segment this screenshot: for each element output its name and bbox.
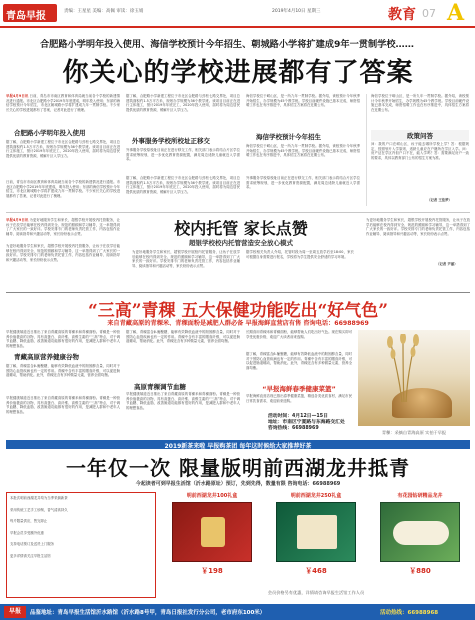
mid-subhead: 超银学校校内托管营造安全放心模式 bbox=[189, 239, 293, 247]
tea-note: 会员价格另有优惠，详情请咨询早报生活馆工作人员 bbox=[267, 590, 365, 595]
lead-dateline: 早报4月9日讯 bbox=[6, 94, 29, 98]
issue-date: 2019年4月10日 星期三 bbox=[272, 9, 321, 14]
tea-bullet: 更多详情请关注早报生活馆 bbox=[10, 553, 51, 558]
mid-left-col-b: 为更好地服务学生和家长，超银学校开展校内托管服务，让孩子在放学后能够在校内得到安全、规范的照顾和学习辅导，这一举措得到了广大家长的一致好评。学校安排专门的老师负责托管工作，内容包括作业辅导、阅读指导和兴趣活动等，家长纷纷表示点赞。 bbox=[6, 244, 120, 262]
page-number: 07 bbox=[422, 7, 436, 20]
promo-col4: 早报海鲜直营店现已推出春季健康菜篮，精选各类优质食材，满足市民日常饮食需求，欢迎前来选购。 bbox=[246, 394, 352, 403]
lead-col2-b: 外事服务学校原校址目前正在进行移交工作，相关部门表示将结合片区学位需求统筹规划，进一步优化教育资源配置，满足周边适龄儿童就近入学需求。 bbox=[126, 148, 240, 162]
tea-bullet: 早报会员享受额外优惠 bbox=[10, 530, 44, 535]
divider bbox=[6, 212, 470, 213]
lead-sub2: 外事服务学校所校址正移交 bbox=[132, 137, 210, 145]
lead-sub3: 海信学校预计今年招生 bbox=[256, 133, 321, 141]
tea-bullet: 本批次明前西湖龙井均为当季采摘新茶 bbox=[10, 496, 68, 500]
promo-col2-b: 早报健康频道近日推出了来自青藏高原的青稞米和青稞面粉。青稞是一种营养价值极高的谷物，具有高蛋白、高纤维、高维生素的“三高”特点，对于调节血糖、降低血脂、改善肠道功能都有很好的作用，是减肥人群和中老年人的理想食品。 bbox=[126, 392, 240, 410]
footer-tag: 早报 bbox=[4, 606, 26, 618]
promo-headline: “三高”青稞 五大保健功能吃出“好气色” bbox=[87, 301, 389, 321]
lead-kicker: 合肥路小学明年投入使用、海信学校预计今年招生、朝城路小学将扩建成9年一贯制学校…… bbox=[40, 39, 414, 50]
barley-stalks-icon bbox=[372, 334, 432, 404]
lead-body-left: 日前，青岛市市南区教育和体育局就当前各个学校的新建情况进行通报。市北区合肥路小学2019年年底建成，明年投入使用；东部的海信学校预计今年招生，市北区朝城路小学将扩建成九年一贯制学校。不少家长关心的学校进展都有了答案，记者对此进行了梳理。 bbox=[6, 94, 120, 112]
health-basket-title: “早报海鲜春季健康菜篮” bbox=[262, 385, 336, 393]
tea-bullet: 采用传统工艺手工炒制，香气清高持久 bbox=[10, 507, 68, 512]
photo-caption: 青稞：采摘自青海高原 实拍于早报 bbox=[381, 430, 447, 435]
product-card bbox=[162, 492, 262, 598]
lead-sub1: 合肥路小学明年投入使用 bbox=[14, 129, 86, 137]
tea-banner: 2019新茶来啦 早报购茶团 每年这时候给大家推荐好茶 bbox=[164, 443, 312, 450]
promo-col2: 据了解，青稞富含β-葡聚糖，能够有效降低血液中的胆固醇含量，同时对于预防心血管疾病也有一定的作用。青稞中含有丰富的膳食纤维，可以促进肠道蠕动，帮助消化。此外，青稞还含有多种微量元素，营养全面均衡。 bbox=[126, 330, 240, 344]
promo-event: 活动时间：4月12日—15日 bbox=[268, 414, 328, 419]
tea-bullet: 每斤限量供应，售完即止 bbox=[10, 519, 48, 524]
tea-giftbox-image bbox=[380, 502, 460, 562]
mid-left-col bbox=[6, 218, 120, 236]
lead-headline: 你关心的学校进展都有了答案 bbox=[62, 58, 414, 88]
tea-giftbox-image bbox=[172, 502, 252, 562]
masthead bbox=[0, 0, 475, 26]
product-price: ￥198 bbox=[201, 567, 223, 575]
product-card bbox=[266, 492, 366, 598]
page-letter: A bbox=[447, 0, 465, 26]
editors: 责编：王星星 美编：高佩 审读：徐玉娟 bbox=[64, 9, 144, 14]
lead-col1-b: 据了解，合肥路小学新建工程位于市北区合肥路与劲松七路交界处，项目总建筑面积约1.5万平方米，规划办学规模为36个教学班。该项目目前正在进行主体施工，预计2019年年底完工，2020年投入使用，届时将为周边居民提供优质的教育资源，缓解片区入学压力。 bbox=[6, 140, 120, 158]
mid-col4: 为更好地服务学生和家长，超银学校开展校内托管服务，让孩子在放学后能够在校内得到安全、规范的照顾和学习辅导，这一举措得到了广大家长的一致好评。学校安排专门的老师负责托管工作，内容包括作业辅导、阅读指导和兴趣活动等，家长纷纷表示点赞。 bbox=[366, 218, 470, 236]
mid-sign: （记者 尹丽） bbox=[436, 262, 458, 266]
logo-text: 青岛早报 bbox=[6, 11, 46, 22]
lead-col1 bbox=[6, 94, 120, 112]
tea-headline: 一年仅一次 限量版明前西湖龙井抵青 bbox=[66, 456, 410, 480]
promo-col3: 长期食用青稞米和青稞面粉，能够帮助人们吃出好气色。现在购买即可享受优惠价格，欢迎广大读者前来选购。 bbox=[246, 330, 352, 339]
sidebar-title: 政策问答 bbox=[371, 130, 469, 141]
promo-subline: 来自青藏高原的青稞米、青稞面粉是减肥人群必备 早报海鲜直营店有售 咨询电话：66988969 bbox=[107, 320, 369, 327]
sidebar-sign: （记者 王佳梦） bbox=[427, 198, 452, 202]
mid-col3: 据学校相关负责人介绍，托管时段为周一至周五放学后至18:00，家长可根据自身需要进行报名，学校将为学生提供安全舒适的学习环境。 bbox=[246, 250, 354, 259]
product-name: 有花园钻研精品龙井 bbox=[397, 493, 443, 499]
policy-sidebar bbox=[366, 94, 470, 206]
tea-subline: 今起读者可到早报生活馆（沂水路原址）预订，先到先得，数量有限 咨询电话：66988969 bbox=[135, 481, 341, 487]
barley-photo bbox=[358, 330, 470, 426]
promo-col1-title: 青藏高原营养健康谷物 bbox=[14, 353, 79, 361]
lead-col2-c: 据了解，合肥路小学新建工程位于市北区合肥路与劲松七路交界处，项目总建筑面积约1.5万平方米，规划办学规模为36个教学班。该项目目前正在进行主体施工，预计2019年年底完工，2020年投入使用，届时将为周边居民提供优质的教育资源，缓解片区入学压力。 bbox=[126, 176, 240, 194]
promo-col1-b: 据了解，青稞富含β-葡聚糖，能够有效降低血液中的胆固醇含量，同时对于预防心血管疾病也有一定的作用。青稞中含有丰富的膳食纤维，可以促进肠道蠕动，帮助消化。此外，青稞还含有多种微量元素，营养全面均衡。 bbox=[6, 364, 120, 378]
header-rule bbox=[0, 26, 475, 28]
promo-phone: 咨询热线：66988969 bbox=[268, 426, 319, 431]
product-name: 明前西湖龙井100礼盒 bbox=[186, 493, 238, 499]
tea-bullets bbox=[6, 492, 156, 598]
mid-col2: 为更好地服务学生和家长，超银学校开展校内托管服务，让孩子在放学后能够在校内得到安全、规范的照顾和学习辅导，这一举措得到了广大家长的一致好评。学校安排专门的老师负责托管工作，内容包括作业辅导、阅读指导和兴趣活动等，家长纷纷表示点赞。 bbox=[132, 250, 240, 268]
sidebar-body: 问：我的户口在崂山区，孩子能去哪所学校上学？答：根据规定，按照划片入学原则，适龄儿童应在户籍所在学区入学。问：房产证在学区内但户口不在，能入学吗？答：需要满足房户一致的要求，具体以教育部门公布的招生方案为准。 bbox=[371, 142, 469, 160]
promo-col3-b: 据了解，青稞富含β-葡聚糖，能够有效降低血液中的胆固醇含量，同时对于预防心血管疾病也有一定的作用。青稞中含有丰富的膳食纤维，可以促进肠道蠕动，帮助消化。此外，青稞还含有多种微量元素，营养全面均衡。 bbox=[246, 352, 352, 370]
lead-col3-b: 海信学校位于崂山区，是一所九年一贯制学校。据介绍，该校预计今年秋季开始招生，办学规模为45个教学班。学校目前硬件设施已基本完成，师资招聘工作也在有序推进中，具体招生方案将在近期公布。 bbox=[246, 144, 360, 158]
promo-address: 地址：市南区宁夏路与东海路交汇处 bbox=[268, 420, 345, 425]
product-price: ￥880 bbox=[409, 567, 431, 575]
section-title: 教育 bbox=[388, 7, 416, 23]
mid-headline: 校内托管 家长点赞 bbox=[174, 219, 308, 238]
product-card bbox=[370, 492, 470, 598]
promo-col1-c: 早报健康频道近日推出了来自青藏高原的青稞米和青稞面粉。青稞是一种营养价值极高的谷物，具有高蛋白、高纤维、高维生素的“三高”特点，对于调节血糖、降低血脂、改善肠道功能都有很好的作用，是减肥人群和中老年人的理想食品。 bbox=[6, 396, 120, 414]
lead-col3-c: 外事服务学校原校址目前正在进行移交工作，相关部门表示将结合片区学位需求统筹规划，进一步优化教育资源配置，满足周边适龄儿童就近入学需求。 bbox=[246, 176, 360, 190]
lead-col3: 海信学校位于崂山区，是一所九年一贯制学校。据介绍，该校预计今年秋季开始招生，办学规模为45个教学班。学校目前硬件设施已基本完成，师资招聘工作也在有序推进中，具体招生方案将在近期公布。 bbox=[246, 94, 360, 108]
mid-dateline: 早报4月9日讯 bbox=[6, 218, 29, 222]
product-price: ￥468 bbox=[305, 567, 327, 575]
footer-phone: 活动热线：66988968 bbox=[380, 610, 439, 616]
lead-col2: 据了解，合肥路小学新建工程位于市北区合肥路与劲松七路交界处，项目总建筑面积约1.5万平方米，规划办学规模为36个教学班。该项目目前正在进行主体施工，预计2019年年底完工，2020年投入使用，届时将为周边居民提供优质的教育资源，缓解片区入学压力。 bbox=[126, 94, 240, 112]
divider bbox=[6, 292, 470, 293]
product-name: 明前西湖龙井250礼盒 bbox=[290, 493, 342, 499]
footer-service: 品鉴地址：青岛早报生活馆沂水路馆（沂水路8号甲，青岛日报社发行分公司，老市府东100米） bbox=[30, 610, 266, 616]
promo-col1: 早报健康频道近日推出了来自青藏高原的青稞米和青稞面粉。青稞是一种营养价值极高的谷物，具有高蛋白、高纤维、高维生素的“三高”特点，对于调节血糖、降低血脂、改善肠道功能都有很好的作用，是减肥人群和中老年人的理想食品。 bbox=[6, 330, 120, 348]
sidebar-intro: 海信学校位于崂山区，是一所九年一贯制学校。据介绍，该校预计今年秋季开始招生，办学规模为45个教学班。学校目前硬件设施已基本完成，师资招聘工作也在有序推进中，具体招生方案将在近期公布。 bbox=[371, 94, 469, 112]
promo-col2-title: 高原青稞调节血糖 bbox=[134, 383, 186, 391]
tea-bullet: 支持电话预订及送货上门服务 bbox=[10, 542, 55, 547]
lead-col1-c: 日前，青岛市市南区教育和体育局就当前各个学校的新建情况进行通报。市北区合肥路小学2019年年底建成，明年投入使用；东部的海信学校预计今年招生，市北区朝城路小学将扩建成九年一贯制学校。不少家长关心的学校进展都有了答案，记者对此进行了梳理。 bbox=[6, 180, 120, 198]
tea-giftbox-image bbox=[276, 502, 356, 562]
mid-body: 为更好地服务学生和家长，超银学校开展校内托管服务，让孩子在放学后能够在校内得到安全、规范的照顾和学习辅导，这一举措得到了广大家长的一致好评。学校安排专门的老师负责托管工作，内容包括作业辅导、阅读指导和兴趣活动等，家长纷纷表示点赞。 bbox=[6, 218, 120, 236]
